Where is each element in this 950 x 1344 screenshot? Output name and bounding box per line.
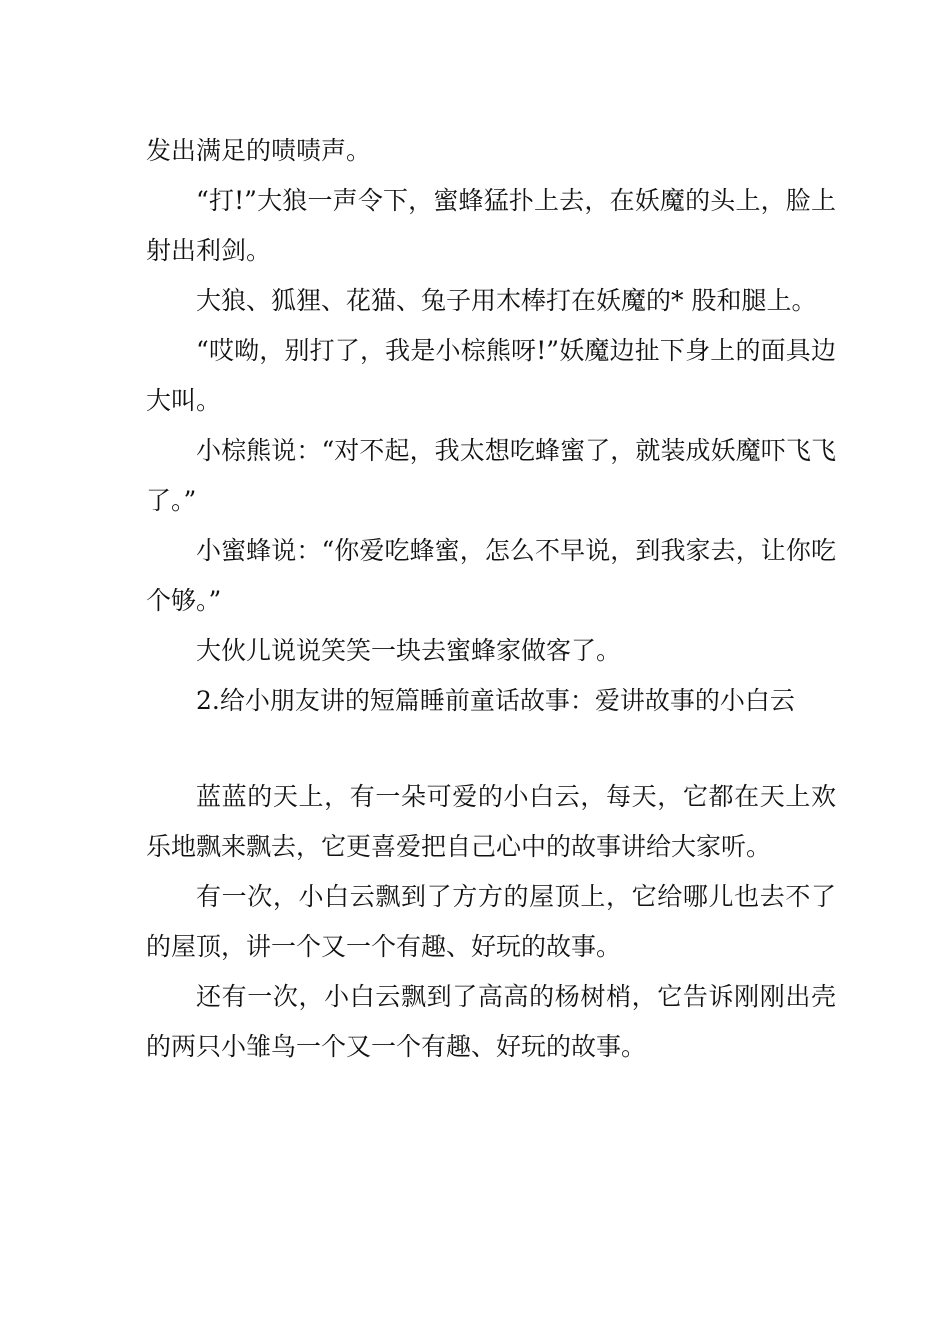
paragraph: 蓝蓝的天上，有一朵可爱的小白云，每天，它都在天上欢乐地飘来飘去，它更喜爱把自己心中的故事讲给大家听。 [146, 782, 836, 861]
paragraph: “打!”大狼一声令下，蜜蜂猛扑上去，在妖魔的头上，脸上射出利剑。 [146, 186, 836, 265]
paragraph: 有一次，小白云飘到了方方的屋顶上，它给哪儿也去不了的屋顶，讲一个又一个有趣、好玩的故事。 [146, 882, 836, 961]
document-body [146, 126, 836, 1072]
story-heading: 2.给小朋友讲的短篇睡前童话故事：爱讲故事的小白云 [196, 686, 795, 715]
paragraph: 大狼、狐狸、花猫、兔子用木棒打在妖魔的* 股和腿上。 [196, 286, 817, 315]
paragraph: 小蜜蜂说：“你爱吃蜂蜜，怎么不早说，到我家去，让你吃个够。” [146, 536, 836, 615]
paragraph: 还有一次，小白云飘到了高高的杨树梢，它告诉刚刚出壳的两只小雏鸟一个又一个有趣、好玩的故事。 [146, 982, 836, 1061]
paragraph: 小棕熊说：“对不起，我太想吃蜂蜜了，就装成妖魔吓飞飞了。” [146, 436, 836, 515]
paragraph: “哎呦，别打了，我是小棕熊呀!”妖魔边扯下身上的面具边大叫。 [146, 336, 836, 415]
blank-line [146, 726, 836, 772]
paragraph-continuation: 发出满足的啧啧声。 [146, 136, 372, 165]
paragraph: 大伙儿说说笑笑一块去蜜蜂家做客了。 [196, 636, 622, 665]
